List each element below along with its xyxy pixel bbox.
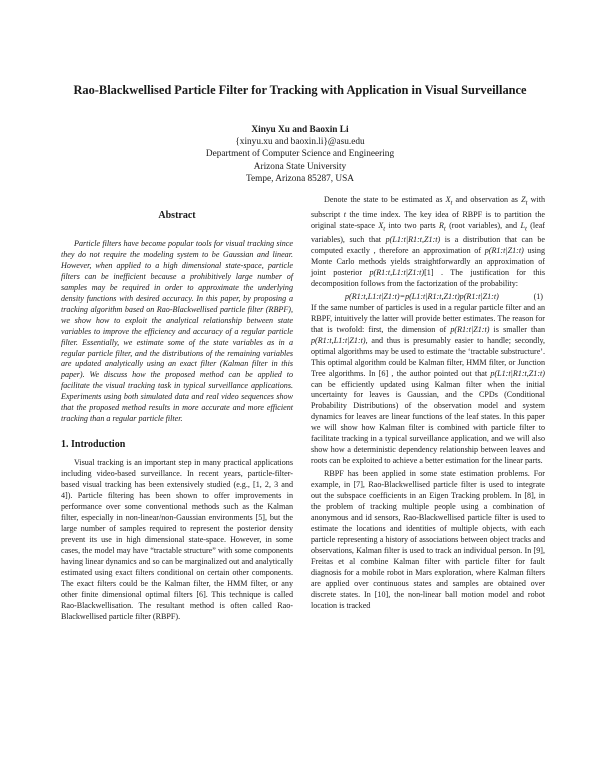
expr-joint-posterior: p(R1:t,L1:t|Z1:t) [369,267,425,277]
rbpf-paragraph-2: If the same number of particles is used in a regular particle filter and an RBPF, intuitively the latter will provide better estimates. The reason for that is twofold: first, the dimension of p(R1:t|Z1:t) is smaller than p(R1:t,L1:t|Z1:t), and thus is presumably easier to handle; secondly, optimal algorithms may be used to estimate the ‘tractable substructure’. This optimal algorithm could be Kalman filter, HMM filter, or Junction Tree algorithms. In [6] , the author pointed out that p(L1:t|R1:t,Z1:t) can be efficiently updated using Kalman filter when the initial uncertainty for leaves is Gaussian, and the CPDs (Conditional Probability Distributions) of the observation model and system dynamics for leaves are linear functions of the leaf states. In this paper we will show how Kalman filter is combined with particle filter to facilitate tracking in a typical surveillance application, and we will also show how a deterministic dependency relationship between leaves and roots can be exploited to achieve a better estimation for the linear parts. [311,302,545,466]
author-emails: {xinyu.xu and baoxin.li}@asu.edu [235,137,365,148]
expr-leaf-posterior: p(L1:t|R1:t,Z1:t) [385,235,441,245]
author-department: Department of Computer Science and Engineering [205,149,395,160]
intro-paragraph-1: Visual tracking is an important step in many practical applications including video-based surveillance. In recent years, particle-filter-based visual tracking has been extensively studied (e.g., [1, 2, 3 and 4]). Particle filtering has been shown to offer improvements in performance over some conventional methods such as the Kalman filter, especially in non-linear/non-Gaussian environments [5], but the large number of samples required to represent the posterior density prevent its use in high dimensional state-space. However, in some cases, the model may have “tractable structure” with some components having linear dynamics and so can be marginalized out and analytically estimated using exact filters conditional on certain other components. The exact filters could be the Kalman filter, the HMM filter, or any other finite dimensional optimal filters [6]. This technique is called Rao-Blackwellisation. The resultant method is often called Rao-Blackwellised particle filter (RBPF). [61,458,293,621]
abstract-heading: Abstract [158,210,196,221]
author-block [120,124,480,185]
equation-1-number: (1) [533,291,543,301]
equation-1 [311,291,545,302]
left-column [61,210,293,623]
author-names: Xinyu Xu and Baoxin Li [251,125,349,135]
intro-heading: 1. Introduction [61,439,126,451]
abstract-text: Particle filters have become popular tools for visual tracking since they do not require the modeling system to be Gaussian and linear. However, when applied to a high dimensional state-space, particle filters can be inefficient because a prohibitively large number of samples may be required in order to approximate the underlying density functions with desired accuracy. In this paper, by proposing a tracking algorithm based on Rao-Blackwellised particle filter (RBPF), we show how to exploit the analytical relationship between state variables to improve the efficiency and accuracy of a regular particle filter. Essentially, we estimate some of the state variables as in a regular particle filter, and the distributions of the remaining variables are updated analytically using an exact filter (Kalman filter in this paper). We discuss how the proposed method can be applied to facilitate the visual tracking task in typical surveillance applications. Experiments using both simulated data and real video sequences show that the proposed method results in more accurate and more efficient tracking than a regular particle filter. [61,239,293,424]
paper-title: Rao-Blackwellised Particle Filter for Tracking with Application in Visual Surveillance [73,83,527,97]
right-column [311,195,545,612]
author-university: Arizona State University [253,161,347,172]
equation-1-body: p(R1:t,L1:t|Z1:t)=p(L1:t|R1:t,Z1:t)p(R1:t|Z1:t) [345,291,499,301]
expr-root-posterior: p(R1:t|Z1:t) [484,246,524,256]
rbpf-paragraph-1: Denote the state to be estimated as $X_t$ and observation as $Z_t$ with subscript t the time index. The key idea of RBPF is to partition the original state-space $X_t$ into two parts $R_t$ (root variables), and $L_t$ (leaf variables), such that p(L1:t|R1:t,Z1:t) is a distribution that can be computed exactly , therefore an approximation of p(R1:t|Z1:t) using Monte Carlo methods yields straightforwardly an approximation of joint posterior p(R1:t,L1:t|Z1:t)[1] . The justification for this decomposition follows from the factorization of the probability: [311,195,545,288]
author-address: Tempe, Arizona 85287, USA [245,173,355,184]
rbpf-paragraph-3: RBPF has been applied in some state estimation problems. For example, in [7], Rao-Blackwellised particle filter is used to integrate out the subspace coefficients in an Eigen Tracking problem. In [8], in the problem of tracking multiple people using a combination of anonymous and id sensors, Rao-Blackwellised particle filter is used to estimate the locations and identities of multiple objects, with each particle representing a history of associations between object tracks and observations, Kalman filter is used to track an individual person. In [9], Freitas et al combine Kalman filter with particle filter for fault diagnosis for a mobile robot in Mars exploration, where Kalman filters are applied over continuous states and samples are obtained over discrete states. In [10], the non-linear ball motion model and robot location is tracked [311,469,545,610]
